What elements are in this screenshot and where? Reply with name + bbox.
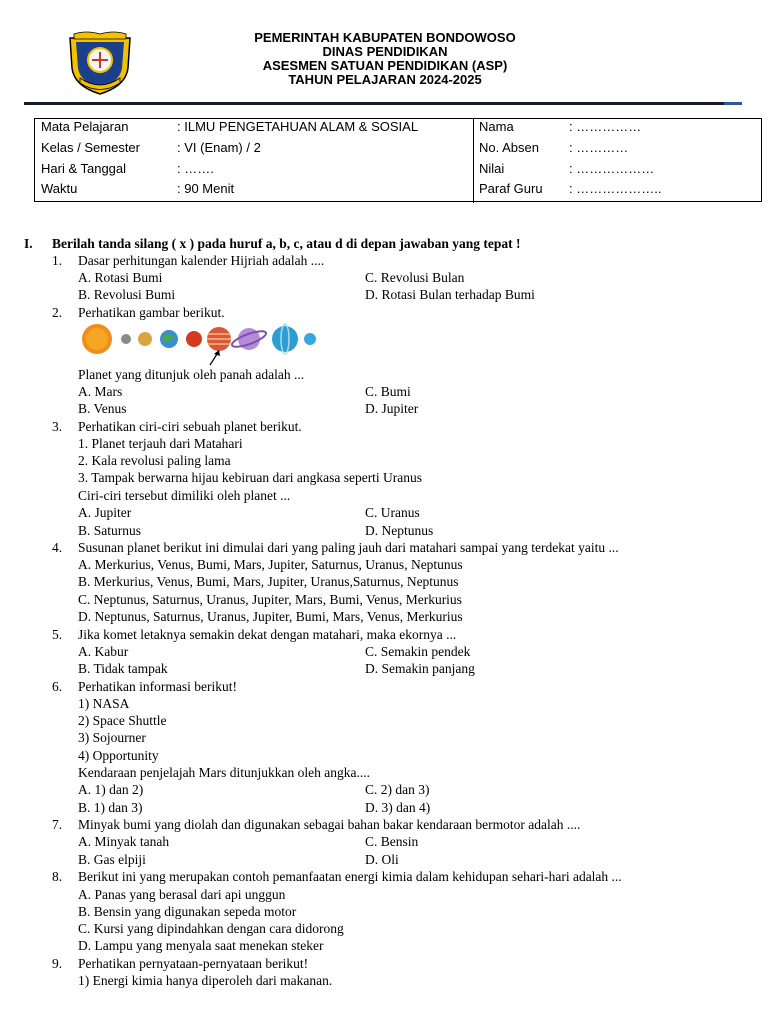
list-item: 1) Energi kimia hanya diperoleh dari makanan. [78, 973, 333, 988]
class-semester-value: : VI (Enam) / 2 [177, 140, 261, 155]
question-text: Perhatikan informasi berikut! [78, 679, 237, 694]
header-divider [24, 102, 738, 105]
option-c[interactable]: C. Bumi [365, 384, 411, 399]
list-item: 1) NASA [78, 696, 130, 711]
question-number: 8. [52, 869, 63, 884]
name-field[interactable]: : …………… [569, 119, 642, 134]
option-d[interactable]: D. Jupiter [365, 401, 419, 416]
question-text: Perhatikan ciri-ciri sebuah planet berikut. [78, 419, 302, 434]
list-item: 4) Opportunity [78, 748, 159, 763]
identity-table [34, 118, 762, 202]
option-c[interactable]: C. Semakin pendek [365, 644, 471, 659]
option-a[interactable]: A. Merkurius, Venus, Bumi, Mars, Jupiter, Saturnus, Uranus, Neptunus [78, 557, 463, 572]
option-b[interactable]: B. Revolusi Bumi [78, 287, 176, 302]
question-number: 9. [52, 956, 63, 971]
option-b[interactable]: B. Bensin yang digunakan sepeda motor [78, 904, 297, 919]
option-c[interactable]: C. Uranus [365, 505, 420, 520]
letterhead-line-government: PEMERINTAH KABUPATEN BONDOWOSO [254, 30, 516, 45]
option-d[interactable]: D. 3) dan 4) [365, 800, 431, 815]
subject-label: Mata Pelajaran [41, 119, 129, 134]
option-b[interactable]: B. 1) dan 3) [78, 800, 143, 815]
letterhead-line-assessment: ASESMEN SATUAN PENDIDIKAN (ASP) [262, 58, 508, 73]
option-c[interactable]: C. Revolusi Bulan [365, 270, 465, 285]
option-c[interactable]: C. Bensin [365, 834, 419, 849]
question-number: 1. [52, 253, 63, 268]
question-text: Jika komet letaknya semakin dekat dengan matahari, maka ekornya ... [78, 627, 457, 642]
regency-emblem-icon [66, 30, 134, 96]
list-item: 2) Space Shuttle [78, 713, 167, 728]
name-label: Nama [479, 119, 514, 134]
option-a[interactable]: A. Mars [78, 384, 123, 399]
question-number: 2. [52, 305, 63, 320]
option-a[interactable]: A. Kabur [78, 644, 129, 659]
score-field[interactable]: : ……………… [569, 161, 655, 176]
letterhead-line-department: DINAS PENDIDIKAN [322, 44, 448, 59]
question-prompt: Kendaraan penjelajah Mars ditunjukkan oleh angka.... [78, 765, 371, 780]
question-prompt: Ciri-ciri tersebut dimiliki oleh planet ... [78, 488, 291, 503]
question-text: Perhatikan gambar berikut. [78, 305, 225, 320]
letterhead [150, 31, 620, 87]
option-a[interactable]: A. 1) dan 2) [78, 782, 144, 797]
list-item: 2. Kala revolusi paling lama [78, 453, 231, 468]
question-number: 3. [52, 419, 63, 434]
option-b[interactable]: B. Venus [78, 401, 127, 416]
question-text: Perhatikan pernyataan-pernyataan berikut! [78, 956, 309, 971]
question-number: 7. [52, 817, 63, 832]
letterhead-line-year: TAHUN PELAJARAN 2024-2025 [288, 72, 482, 87]
section-instruction: Berilah tanda silang ( x ) pada huruf a, b, c, atau d di depan jawaban yang tepat ! [52, 236, 521, 251]
option-a[interactable]: A. Panas yang berasal dari api unggun [78, 887, 286, 902]
header-divider-accent [724, 102, 742, 105]
teacher-signature-label: Paraf Guru [479, 181, 543, 196]
solar-system-planets-icon [78, 322, 328, 366]
option-a[interactable]: A. Minyak tanah [78, 834, 170, 849]
option-b[interactable]: B. Tidak tampak [78, 661, 168, 676]
time-value: : 90 Menit [177, 181, 235, 196]
day-date-field[interactable]: : ……. [177, 161, 214, 176]
question-number: 4. [52, 540, 63, 555]
class-semester-label: Kelas / Semester [41, 140, 140, 155]
list-item: 1. Planet terjauh dari Matahari [78, 436, 243, 451]
option-b[interactable]: B. Saturnus [78, 523, 142, 538]
question-text: Susunan planet berikut ini dimulai dari yang paling jauh dari matahari sampai yang terdekat yaitu ... [78, 540, 619, 555]
option-c[interactable]: C. 2) dan 3) [365, 782, 430, 797]
identity-table-divider [473, 119, 474, 203]
option-c[interactable]: C. Neptunus, Saturnus, Uranus, Jupiter, Mars, Bumi, Venus, Merkurius [78, 592, 462, 607]
option-d[interactable]: D. Neptunus, Saturnus, Uranus, Jupiter, Bumi, Mars, Venus, Merkurius [78, 609, 463, 624]
question-prompt: Planet yang ditunjuk oleh panah adalah ... [78, 367, 305, 382]
question-text: Dasar perhitungan kalender Hijriah adalah .... [78, 253, 325, 268]
question-number: 6. [52, 679, 63, 694]
option-d[interactable]: D. Rotasi Bulan terhadap Bumi [365, 287, 535, 302]
option-d[interactable]: D. Neptunus [365, 523, 434, 538]
day-date-label: Hari & Tanggal [41, 161, 127, 176]
attendance-number-label: No. Absen [479, 140, 539, 155]
question-text: Minyak bumi yang diolah dan digunakan sebagai bahan bakar kendaraan bermotor adalah .... [78, 817, 581, 832]
option-b[interactable]: B. Merkurius, Venus, Bumi, Mars, Jupiter, Uranus,Saturnus, Neptunus [78, 574, 459, 589]
option-b[interactable]: B. Gas elpiji [78, 852, 146, 867]
question-text: Berikut ini yang merupakan contoh pemanfaatan energi kimia dalam kehidupan sehari-hari adalah ... [78, 869, 622, 884]
subject-value: : ILMU PENGETAHUAN ALAM & SOSIAL [177, 119, 419, 134]
list-item: 3) Sojourner [78, 730, 146, 745]
attendance-number-field[interactable]: : ………… [569, 140, 629, 155]
option-d[interactable]: D. Lampu yang menyala saat menekan steker [78, 938, 324, 953]
section-number: I. [24, 236, 33, 251]
time-label: Waktu [41, 181, 78, 196]
option-d[interactable]: D. Semakin panjang [365, 661, 475, 676]
option-a[interactable]: A. Jupiter [78, 505, 132, 520]
option-a[interactable]: A. Rotasi Bumi [78, 270, 163, 285]
teacher-signature-field[interactable]: : ……………….. [569, 181, 662, 196]
option-d[interactable]: D. Oli [365, 852, 399, 867]
question-number: 5. [52, 627, 63, 642]
list-item: 3. Tampak berwarna hijau kebiruan dari angkasa seperti Uranus [78, 470, 423, 485]
score-label: Nilai [479, 161, 505, 176]
option-c[interactable]: C. Kursi yang dipindahkan dengan cara didorong [78, 921, 344, 936]
